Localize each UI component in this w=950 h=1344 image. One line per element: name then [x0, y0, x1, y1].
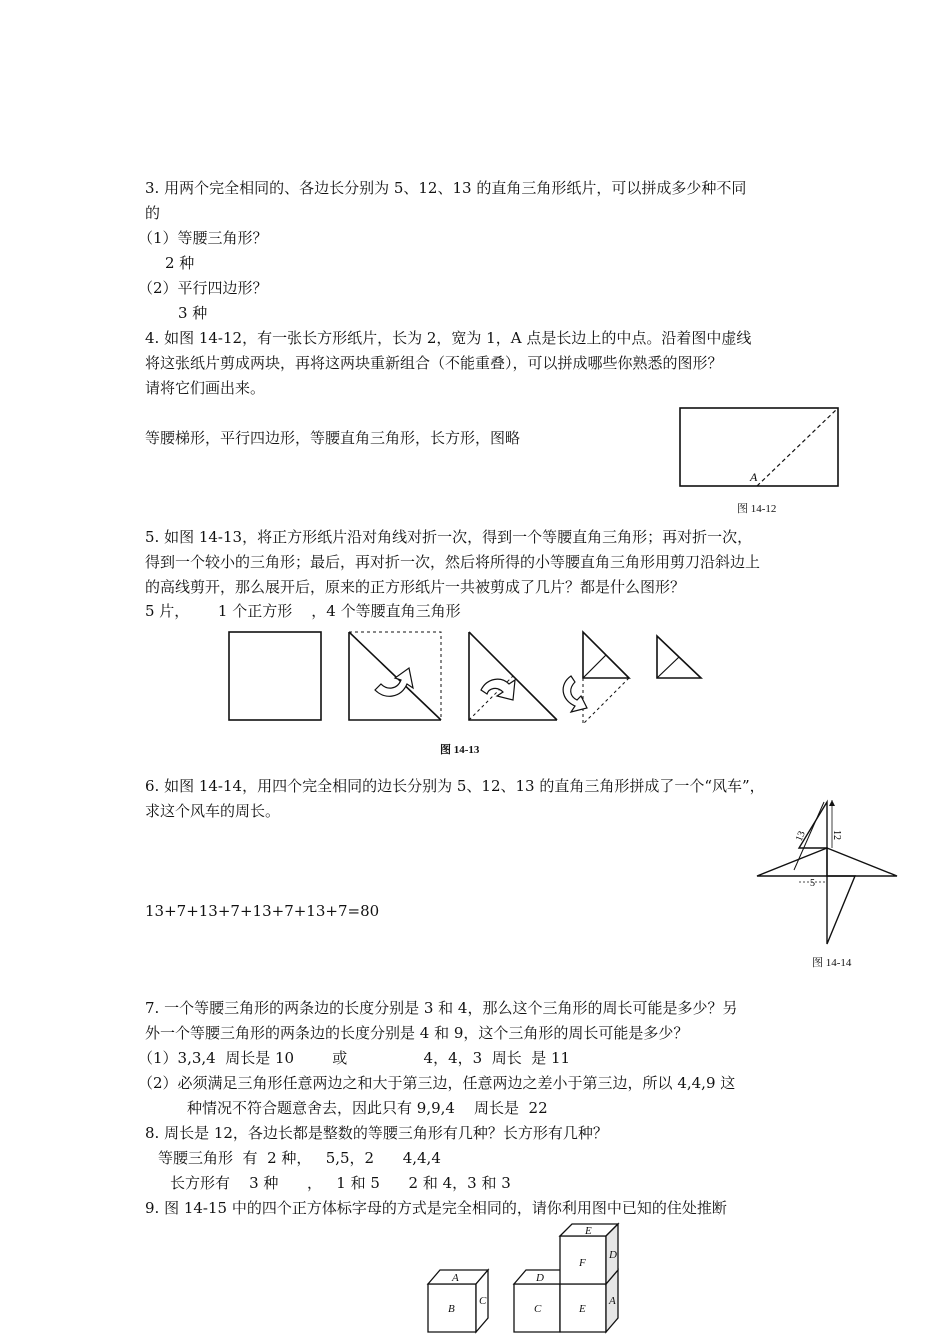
cube-3-side-label: A	[609, 1295, 616, 1307]
q3-answer-1: 2 种	[165, 254, 195, 272]
cut-dashed-line	[757, 408, 838, 486]
figure-14-12	[678, 406, 842, 490]
fold-step-2	[469, 632, 557, 720]
figure-14-14-caption: 图 14-14	[812, 957, 852, 969]
windmill-label-12: 12	[831, 830, 842, 840]
q5-line-1: 5. 如图 14-13，将正方形纸片沿对角线对折一次，得到一个等腰直角三角形；再对折一次，	[145, 528, 753, 546]
square-paper	[229, 632, 321, 720]
q3-line-2: 的	[145, 204, 161, 222]
cube-3-front-label: E	[579, 1303, 586, 1315]
cube-4-side-label: D	[609, 1249, 617, 1261]
cube-2-top-label: D	[536, 1272, 544, 1284]
q6-line-2: 求这个风车的周长。	[145, 802, 281, 820]
q3-sub-question-2: （2）平行四边形？	[138, 279, 268, 297]
q5-answer: 5 片， 1 个正方形 ，4 个等腰直角三角形	[145, 602, 461, 620]
cube-1-top-label: A	[452, 1272, 459, 1284]
q4-answer: 等腰梯形，平行四边形，等腰直角三角形，长方形，图略	[145, 429, 521, 447]
q6-line-1: 6. 如图 14-14，用四个完全相同的边长分别为 5、12、13 的直角三角形拼成了一个“风车”，	[145, 777, 765, 795]
fold-step-1	[349, 632, 441, 720]
q7-answer-2-line-1: （2）必须满足三角形任意两边之和大于第三边，任意两边之差小于第三边，所以 4,4,9 这	[138, 1074, 736, 1092]
figure-14-15-cubes	[420, 1222, 630, 1344]
q7-answer-1: （1）3,3,4 周长是 10 或 4，4，3 周长 是 11	[138, 1049, 571, 1067]
cube-2-front-label: C	[534, 1303, 542, 1315]
fold-step-3	[563, 632, 629, 724]
q7-answer-2-line-2: 种情况不符合题意舍去，因此只有 9,9,4 周长是 22	[187, 1099, 548, 1117]
windmill-label-5: 5	[810, 878, 815, 889]
q3-answer-2: 3 种	[178, 304, 208, 322]
windmill-label-13: 13	[793, 829, 808, 843]
q6-answer: 13+7+13+7+13+7+13+7=80	[145, 902, 380, 920]
rectangle-paper	[680, 408, 838, 486]
q5-line-2: 得到一个较小的三角形；最后，再对折一次，然后将所得的小等腰直角三角形用剪刀沿斜边上	[145, 553, 761, 571]
figure-14-14-windmill	[752, 796, 902, 948]
q3-line-1: 3. 用两个完全相同的、各边长分别为 5、12、13 的直角三角形纸片，可以拼成多少种不同	[145, 179, 747, 197]
q5-line-3: 的高线剪开，那么展开后，原来的正方形纸片一共被剪成了几片？都是什么图形？	[145, 578, 686, 596]
figure-14-12-caption: 图 14-12	[737, 503, 777, 515]
q9-line-1: 9. 图 14-15 中的四个正方体标字母的方式是完全相同的，请你利用图中已知的住处推断	[145, 1199, 727, 1217]
cube-4-top-label: E	[585, 1225, 592, 1237]
cube-4-front-label: F	[579, 1257, 586, 1269]
q7-line-1: 7. 一个等腰三角形的两条边的长度分别是 3 和 4，那么这个三角形的周长可能是多少？另	[145, 999, 738, 1017]
cube-1	[428, 1270, 488, 1332]
q8-line-1: 8. 周长是 12，各边长都是整数的等腰三角形有几种？长方形有几种？	[145, 1124, 608, 1142]
q3-sub-question-1: （1）等腰三角形？	[138, 229, 268, 247]
q7-line-2: 外一个等腰三角形的两条边的长度分别是 4 和 9，这个三角形的周长可能是多少？	[145, 1024, 689, 1042]
q8-answer-1: 等腰三角形 有 2 种， 5,5，2 4,4,4	[158, 1149, 441, 1167]
cube-1-front-label: B	[448, 1303, 455, 1315]
figure-14-13	[225, 628, 707, 724]
cube-1-side-label: C	[479, 1295, 487, 1307]
q4-line-3: 请将它们画出来。	[145, 379, 266, 397]
q4-line-1: 4. 如图 14-12，有一张长方形纸片，长为 2，宽为 1，A 点是长边上的中点。沿着图中虚线	[145, 329, 752, 347]
fold-step-4-small-triangle	[657, 636, 701, 678]
point-a-label: A	[750, 470, 758, 484]
cube-group	[514, 1224, 618, 1332]
q8-answer-2: 长方形有 3 种 ， 1 和 5 2 和 4，3 和 3	[170, 1174, 511, 1192]
figure-14-13-caption: 图 14-13	[440, 744, 480, 756]
q4-line-2: 将这张纸片剪成两块，再将这两块重新组合（不能重叠），可以拼成哪些你熟悉的图形？	[145, 354, 723, 372]
